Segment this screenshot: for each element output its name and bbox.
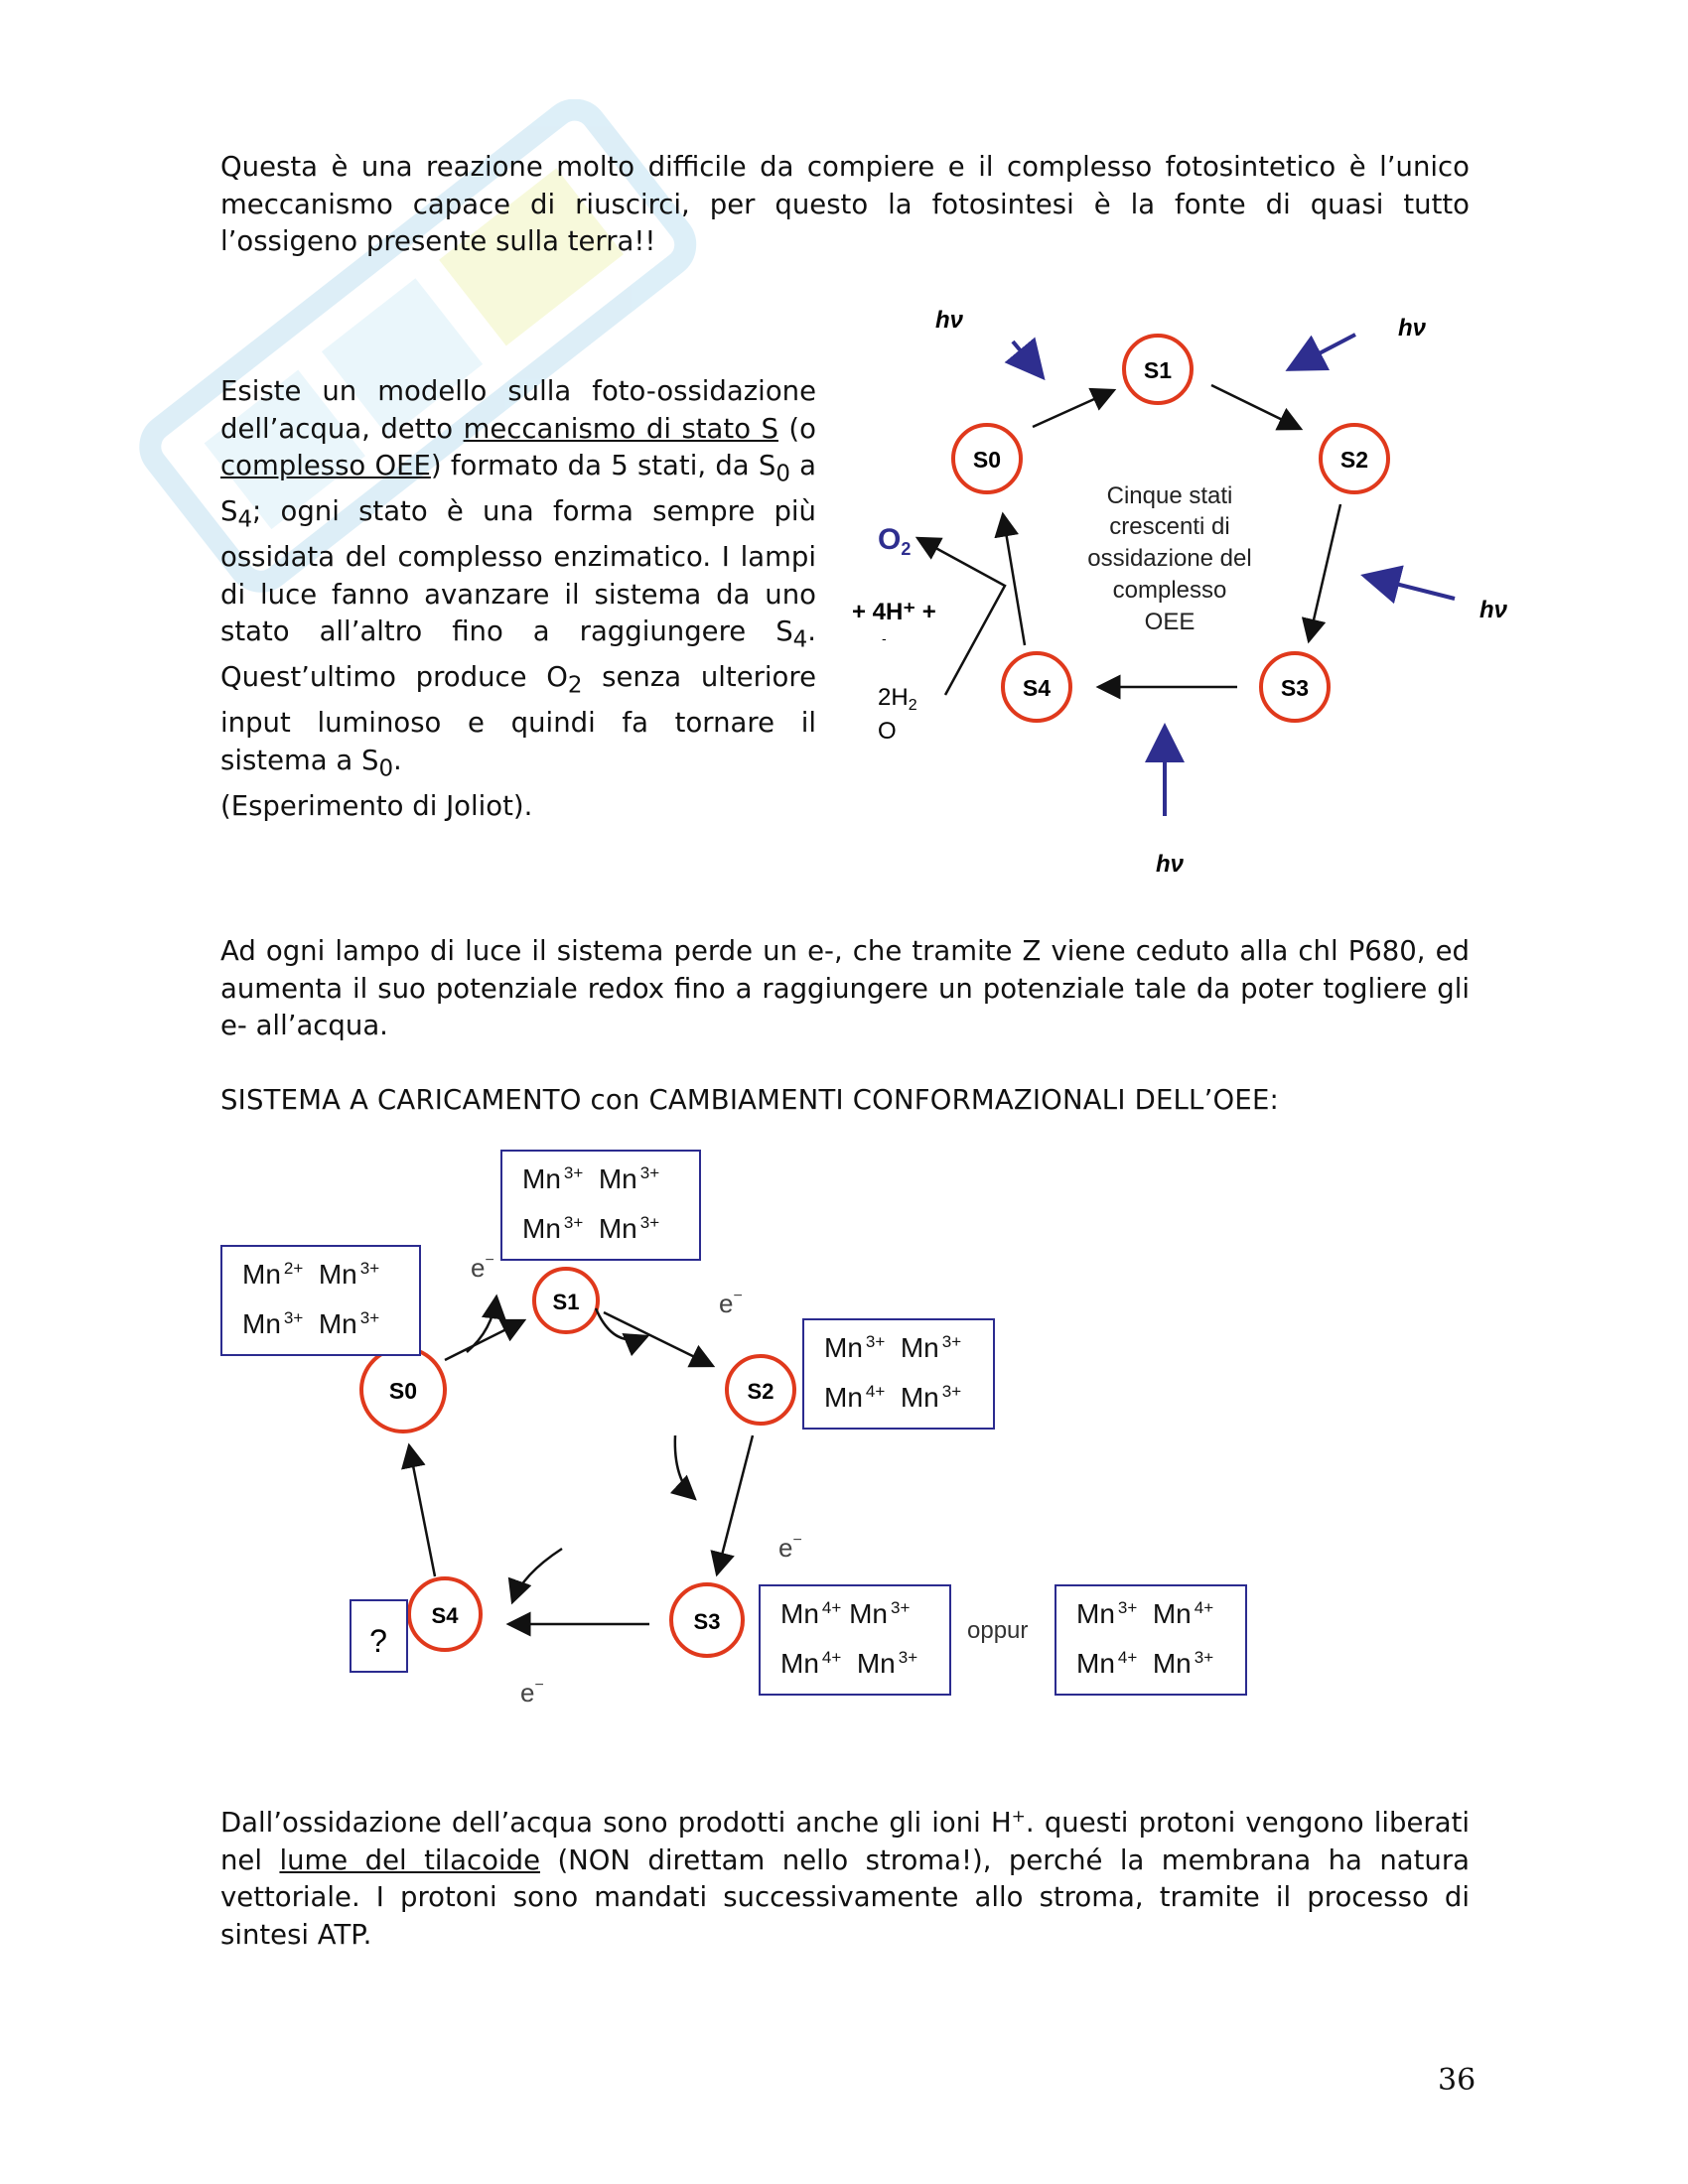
svg-text:S2: S2 xyxy=(747,1379,774,1404)
d2-curve-s0-s1 xyxy=(467,1297,496,1352)
mn-box-s1: Mn $^{3+}$ Mn $^{3+}$ Mn $^{3+}$ Mn $^{3+}$ xyxy=(500,1150,701,1261)
page-number: 36 xyxy=(1438,2063,1477,2098)
d2-curve-s3-s4 xyxy=(512,1549,562,1602)
paragraph-electron-loss: Ad ogni lampo di luce il sistema perde un e-, che tramite Z viene ceduto alla chl P680, ed aumenta il suo potenziale redox fino a raggiungere un potenziale tale da poter togliere gli e- all’acqua. xyxy=(220,935,1470,1041)
water-label-o: O xyxy=(878,718,897,745)
svg-text:S4: S4 xyxy=(1022,675,1052,701)
link-lume-tilacoide[interactable]: lume del tilacoide xyxy=(279,1843,540,1876)
electron-2: e− xyxy=(719,1288,743,1318)
d2-state-s3 xyxy=(671,1584,743,1656)
svg-text:S0: S0 xyxy=(972,447,1002,473)
hv-label-2: hν xyxy=(1398,315,1427,341)
d2-arrow-s4-s0 xyxy=(409,1445,435,1576)
mn-box-s0: Mn $^{2+}$ Mn $^{3+}$ Mn $^{3+}$ Mn $^{3+}$ xyxy=(220,1245,421,1356)
hv-label-1: hν xyxy=(935,307,964,334)
hv-label-3: hν xyxy=(1479,597,1508,623)
svg-text:OEE: OEE xyxy=(1144,609,1196,635)
mn-box-s3b: Mn $^{3+}$ Mn $^{4+}$ Mn $^{4+}$ Mn $^{3+}$ xyxy=(1055,1584,1247,1696)
d2-arrow-s0-s1 xyxy=(445,1320,524,1360)
svg-text:crescenti di: crescenti di xyxy=(1109,513,1230,540)
link-complesso-oee[interactable]: complesso OEE xyxy=(220,450,431,481)
hv-label-4: hν xyxy=(1156,851,1185,878)
svg-text:S0: S0 xyxy=(388,1378,418,1404)
svg-text:S1: S1 xyxy=(552,1290,580,1314)
svg-text:S1: S1 xyxy=(1143,357,1173,383)
svg-text:complesso: complesso xyxy=(1112,577,1227,604)
d2-arrow-s2-s3 xyxy=(717,1435,753,1574)
d2-state-s0 xyxy=(361,1348,445,1432)
joliot-note: (Esperimento di Joliot). xyxy=(220,789,533,822)
protons-label: + 4H⁺ + xyxy=(852,599,936,625)
svg-text:S2: S2 xyxy=(1339,447,1369,473)
o2-label: $O_2$ xyxy=(878,523,912,559)
d2-state-s4 xyxy=(409,1578,481,1650)
d2-arrow-s1-s2 xyxy=(604,1312,713,1366)
electron-3: e− xyxy=(778,1532,802,1563)
electron-4: e− xyxy=(520,1677,544,1707)
section-heading: SISTEMA A CARICAMENTO con CAMBIAMENTI CONFORMAZIONALI DELL’OEE: xyxy=(220,1084,1279,1116)
protons-tail: - xyxy=(882,630,887,646)
d2-state-s1 xyxy=(534,1269,598,1332)
svg-text:S3: S3 xyxy=(1280,675,1310,701)
d2-state-s2 xyxy=(727,1356,794,1424)
svg-text:ossidazione del: ossidazione del xyxy=(1087,545,1252,572)
unknown-state-box xyxy=(351,1600,407,1672)
mn-box-s3a: Mn $^{4+}$ Mn $^{3+}$ Mn $^{4+}$ Mn $^{3+}$ xyxy=(759,1584,951,1696)
electron-1: e− xyxy=(471,1252,494,1283)
paragraph-intro: Questa è una reazione molto difficile da compiere e il complesso fotosintetico è l’unico meccanismo capace di riuscirci, per questo la fotosintesi è la fonte di quasi tutto l’ossigeno presente sulla terra!! xyxy=(220,151,1470,257)
svg-text:S4: S4 xyxy=(431,1603,459,1628)
paragraph-s-states: Esiste un modello sulla foto-ossidazione dell’acqua, detto meccanismo di stato S (o complesso OEE) formato da 5 stati, da $S_0$ a $S_4$; ogni stato è una forma sempre più ossidata del complesso enzimatico. I lampi di luce fanno avanzare il sistema da uno stato all’altro fino a raggiungere $S_4$. Quest’ultimo produce $O_2$ senza ulteriore input luminoso e quindi fa tornare il sistema a $S_0$. (Esperimento di Joliot). xyxy=(220,375,816,822)
d2-curve-s2-s3 xyxy=(675,1435,695,1499)
svg-text:S3: S3 xyxy=(693,1609,721,1634)
svg-text:?: ? xyxy=(369,1623,387,1659)
paragraph-protons: Dall’ossidazione dell’acqua sono prodotti anche gli ioni H+. questi protoni vengono liberati nel lume del tilacoide (NON direttam nello stroma!), perché la membrana ha natura vettoriale. I protoni sono mandati successivamente allo stroma, tramite il processo di sintesi ATP. xyxy=(220,1807,1471,1951)
link-meccanismo-stato-s[interactable]: meccanismo di stato S xyxy=(463,412,778,445)
or-label: oppur xyxy=(967,1617,1029,1644)
mn-box-s2: Mn $^{3+}$ Mn $^{3+}$ Mn $^{4+}$ Mn $^{3+}$ xyxy=(802,1318,995,1430)
svg-text:Cinque stati: Cinque stati xyxy=(1106,482,1233,509)
water-label: $2H_2$ xyxy=(878,684,917,714)
